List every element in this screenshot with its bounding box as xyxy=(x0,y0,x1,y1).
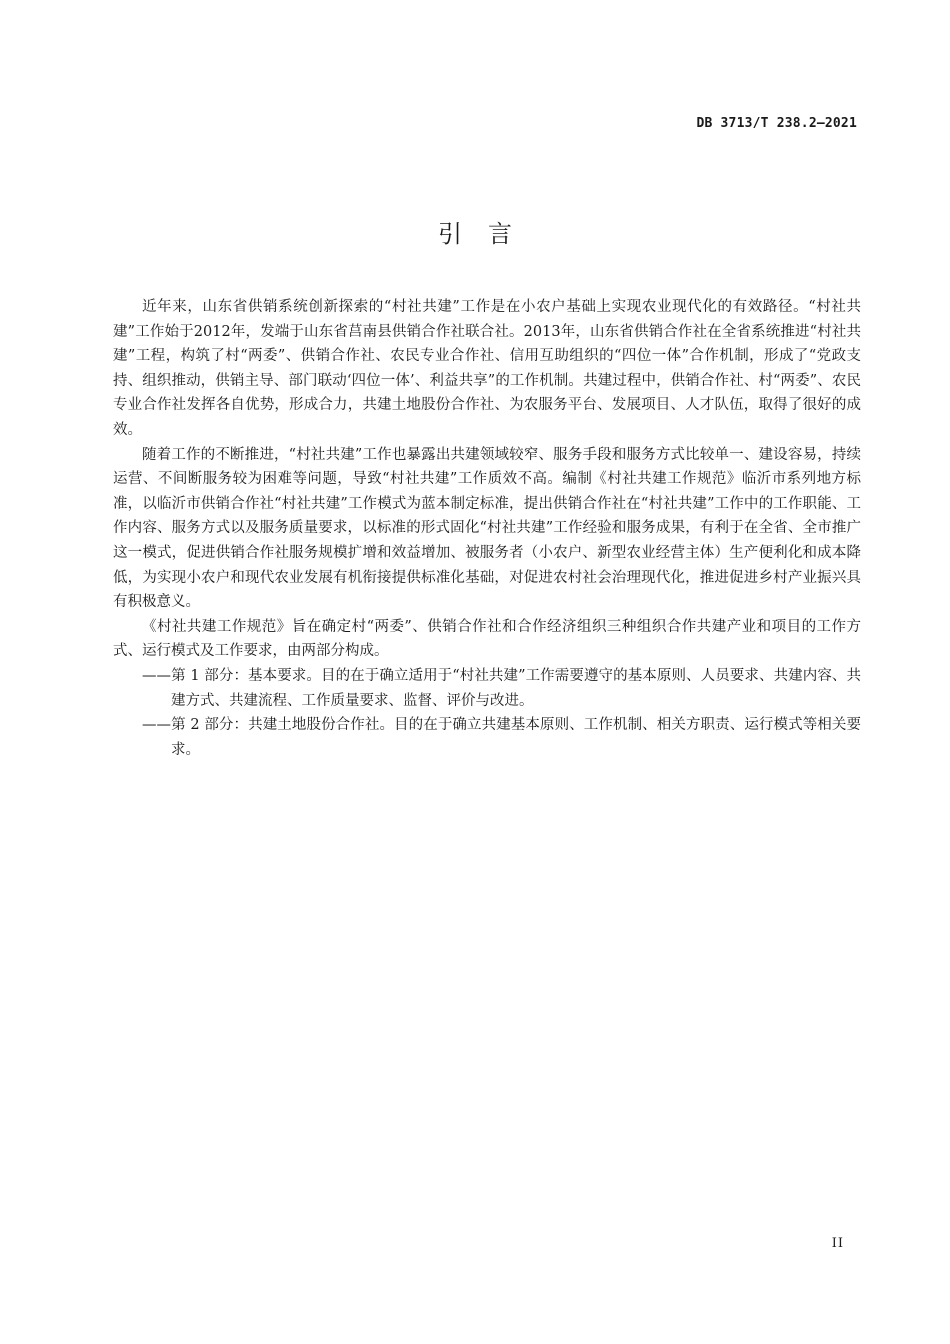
paragraph-2: 随着工作的不断推进，“村社共建”工作也暴露出共建领域较窄、服务手段和服务方式比较单一、建设容易，持续运营、不间断服务较为困难等问题，导致“村社共建”工作质效不高。编制《村社共建工作规范》临沂市系列地方标准，以临沂市供销合作社“村社共建”工作模式为蓝本制定标准，提出供销合作社在“村社共建”工作中的工作职能、工作内容、服务方式以及服务质量要求，以标准的形式固化“村社共建”工作经验和服务成果，有利于在全省、全市推广这一模式，促进供销合作社服务规模扩增和效益增加、被服务者（小农户、新型农业经营主体）生产便利化和成本降低，为实现小农户和现代农业发展有机衔接提供标准化基础，对促进农村社会治理现代化，推进促进乡村产业振兴具有积极意义。 xyxy=(113,446,861,611)
paragraph-1: 近年来，山东省供销系统创新探索的“村社共建”工作是在小农户基础上实现农业现代化的有效路径。“村社共建”工作始于2012年，发端于山东省莒南县供销合作社联合社。2013年，山东省供销合作社在全省系统推进“村社共建”工程，构筑了村“两委”、供销合作社、农民专业合作社、信用互助组织的“四位一体”合作机制，形成了“党政支持、组织推动，供销主导、部门联动‘四位一体’、利益共享”的工作机制。共建过程中，供销合作社、村“两委”、农民专业合作社发挥各自优势，形成合力，共建土地股份合作社、为农服务平台、发展项目、人才队伍，取得了很好的成效。 xyxy=(113,299,861,438)
page-number: II xyxy=(831,1236,844,1251)
paragraph-3: 《村社共建工作规范》旨在确定村“两委”、供销合作社和合作经济组织三种组织合作共建产业和项目的工作方式、运行模式及工作要求，由两部分构成。 xyxy=(113,618,861,660)
list-item-part-2: ——第 2 部分：共建土地股份合作社。目的在于确立共建基本原则、工作机制、相关方职责、运行模式等相关要求。 xyxy=(142,717,861,758)
body-text xyxy=(113,295,861,762)
list-item-part-1: ——第 1 部分：基本要求。目的在于确立适用于“村社共建”工作需要遵守的基本原则、人员要求、共建内容、共建方式、共建流程、工作质量要求、监督、评价与改进。 xyxy=(142,667,861,709)
document-id: DB 3713/T 238.2—2021 xyxy=(696,116,857,131)
section-title: 引言 xyxy=(438,220,538,248)
